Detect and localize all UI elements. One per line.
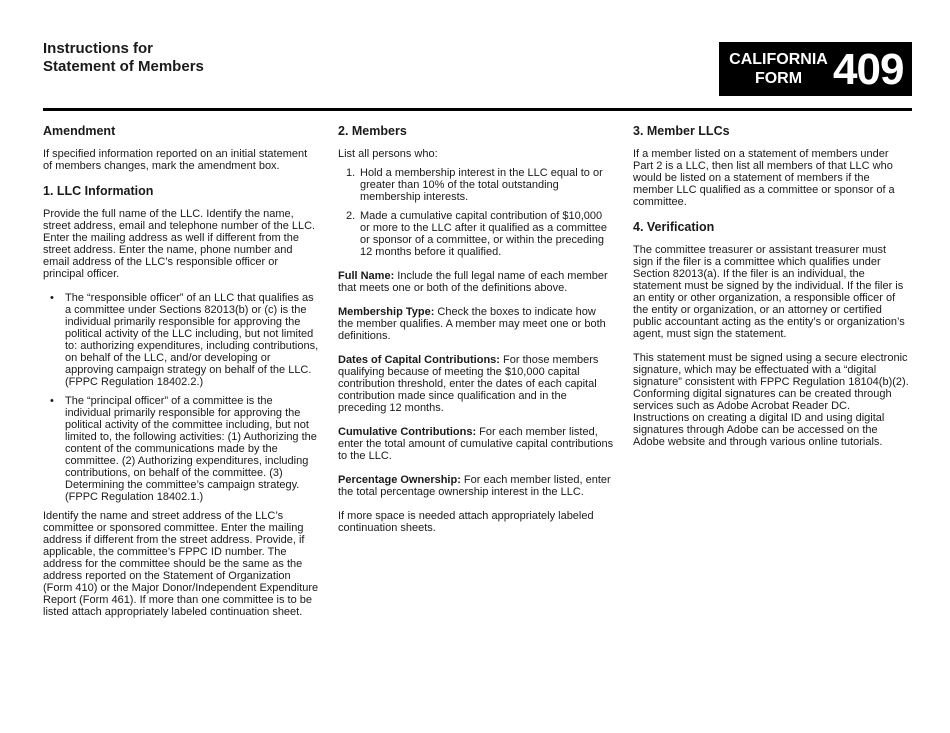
verification-heading: 4. Verification	[633, 220, 715, 234]
full-name-text: Include the full legal name of each member that meets one or both of the definitions above.	[338, 270, 608, 294]
form-word-label: FORM	[754, 70, 803, 87]
verification-text: The committee treasurer or assistant treasurer must sign if the filer is a committee which qualifies under Section 82013(a). If the filer is an individual, the statement must be signed by the individual. If the filer is an entity or other organization, a responsible officer of the entity or organization, or an attorney or certified public accountant acting as the entity’s or organization’s agent, must sign the statement.	[633, 244, 905, 340]
officer-bullet-list	[43, 292, 319, 503]
percentage-paragraph	[338, 474, 614, 498]
list-item	[338, 167, 614, 203]
list-item	[338, 210, 614, 258]
members-heading: 2. Members	[338, 124, 407, 138]
llc-information-text: Provide the full name of the LLC. Identify the name, street address, email and telephone number of the LLC. Enter the mailing address as well if different from the street address. Enter the name, phone number and email address of the LLC’s responsible officer or principal officer.	[43, 208, 316, 280]
cumulative-label: Cumulative Contributions:	[338, 426, 477, 438]
percentage-label: Percentage Ownership:	[338, 474, 461, 486]
llc-information-heading: 1. LLC Information	[43, 184, 154, 198]
column-1	[43, 124, 319, 630]
list-item	[43, 395, 319, 503]
electronic-signature-text: This statement must be signed using a secure electronic signature, which may be effectuated with a “digital signature” consistent with FPPC Regulation 18104(b)(2). Conforming digital signatures can be created through services such as Adobe Acrobat Reader DC. Instructions on creating a digital ID and using digital signatures through Adobe can be accessed on the Adobe website and through various online tutorials.	[633, 352, 909, 448]
cumulative-text: For each member listed, enter the total amount of cumulative capital contributions to the LLC.	[338, 426, 614, 462]
bullet-marker: •	[50, 395, 54, 407]
list-number: 2.	[346, 210, 356, 222]
title-line-1: Instructions for	[43, 40, 154, 57]
members-criteria-list	[338, 167, 614, 258]
column-3	[633, 124, 909, 460]
dates-label: Dates of Capital Contributions:	[338, 354, 500, 366]
membership-type-text: Check the boxes to indicate how the member qualifies. A member may meet one or both definitions.	[338, 306, 606, 342]
full-name-paragraph	[338, 270, 614, 294]
dates-paragraph	[338, 354, 614, 414]
more-space-text: If more space is needed attach appropriately labeled continuation sheets.	[338, 510, 594, 534]
members-intro: List all persons who:	[338, 148, 438, 160]
amendment-heading: Amendment	[43, 124, 116, 138]
responsible-officer-text: The “responsible officer” of an LLC that qualifies as a committee under Sections 82013(b) or (c) is the individual primarily responsible for approving the political activity of the LLC including, but not limited to: authorizing expenditures, including contributions, on behalf of the LLC, and/or developing or approving campaign strategy on behalf of the LLC. (FPPC Regulation 18402.2.)	[65, 292, 319, 388]
member-llcs-text: If a member listed on a statement of members under Part 2 is a LLC, then list all members of that LLC who would be listed on a statement of members if the member LLC qualified as a committee or sponsor of a committee.	[633, 148, 895, 208]
list-item-text: Made a cumulative capital contribution of $10,000 or more to the LLC after it qualified as a committee or sponsor of a committee, or within the preceding 12 months before it qualified.	[360, 210, 608, 258]
header-divider	[43, 108, 912, 111]
cumulative-paragraph	[338, 426, 614, 462]
form-state-label: CALIFORNIA	[729, 51, 828, 68]
page-title	[43, 40, 204, 76]
membership-type-label: Membership Type:	[338, 306, 435, 318]
form-number-badge	[719, 42, 912, 96]
list-number: 1.	[346, 167, 356, 179]
amendment-text: If specified information reported on an initial statement of members changes, mark the amendment box.	[43, 148, 308, 172]
full-name-label: Full Name:	[338, 270, 395, 282]
membership-type-paragraph	[338, 306, 614, 342]
column-2	[338, 124, 614, 546]
bullet-marker: •	[50, 292, 54, 304]
list-item-text: Hold a membership interest in the LLC equal to or greater than 10% of the total outstanding membership interests.	[360, 167, 603, 203]
form-number: 409	[833, 45, 904, 94]
committee-text: Identify the name and street address of the LLC’s committee or sponsored committee. Enter the mailing address if different from the street address. Provide, if applicable, the committee’s FPPC ID number. The address for the committee should be the same as the address reported on the Statement of Organization (Form 410) or the Major Donor/Independent Expenditure Report (Form 461). If more than one committee is to be listed attach appropriately labeled continuation sheet.	[43, 510, 319, 618]
member-llcs-heading: 3. Member LLCs	[633, 124, 730, 138]
list-item	[43, 292, 319, 388]
title-line-2: Statement of Members	[43, 58, 204, 75]
percentage-text: For each member listed, enter the total percentage ownership interest in the LLC.	[338, 474, 611, 498]
principal-officer-text: The “principal officer” of a committee is the individual primarily responsible for approving the political activity of the committee including, but not limited to, the following activities: (1) Authorizing the content of the communications made by the committee. (2) Authorizing expenditures, including contributions, on behalf of the committee. (3) Determining the committee’s campaign strategy. (FPPC Regulation 18402.1.)	[65, 395, 317, 503]
dates-text: For those members qualifying because of meeting the $10,000 capital contribution threshold, enter the dates of each capital contribution made since qualification and in the preceding 12 months.	[338, 354, 599, 414]
